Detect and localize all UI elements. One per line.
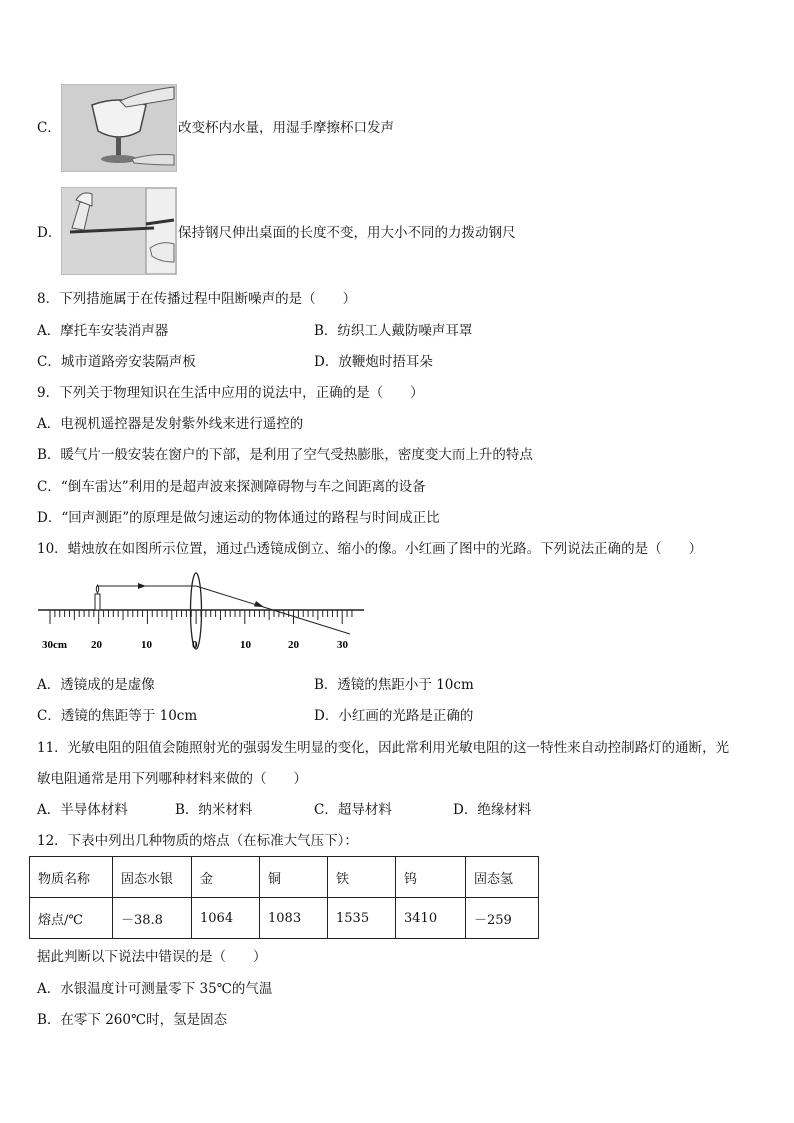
- q9-option-c: C．“倒车雷达”利用的是超声波来探测障碍物与车之间距离的设备: [37, 479, 426, 495]
- ruler-label: 20: [91, 639, 102, 651]
- table-cell: 钨: [396, 857, 466, 898]
- table-cell: 铜: [260, 857, 328, 898]
- wine-glass-image: [61, 84, 177, 172]
- table-cell: 1535: [328, 898, 396, 939]
- table-cell: 固态水银: [113, 857, 192, 898]
- q9-option-b: B．暖气片一般安装在窗户的下部，是利用了空气受热膨胀，密度变大而上升的特点: [37, 447, 533, 463]
- q8-option-a: A．摩托车安装消声器: [37, 323, 169, 339]
- q12-option-a: A．水银温度计可测量零下 35℃的气温: [37, 981, 273, 997]
- q11-stem-line1: 11．光敏电阻的阻值会随照射光的强弱发生明显的变化，因此常利用光敏电阻的这一特性来自动控制路灯的通断，光: [37, 740, 730, 756]
- ruler-label: 30cm: [42, 639, 68, 651]
- q8-option-c: C．城市道路旁安装隔声板: [37, 354, 196, 370]
- q7-option-d-label: D．: [37, 225, 62, 241]
- q10-stem: 10．蜡烛放在如图所示位置，通过凸透镜成倒立、缩小的像。小红画了图中的光路。下列说法正确的是（ ）: [37, 541, 703, 557]
- q12-option-b: B．在零下 260℃时，氢是固态: [37, 1012, 228, 1028]
- q9-option-a: A．电视机遥控器是发射紫外线来进行遥控的: [37, 416, 304, 432]
- table-row: [30, 898, 539, 939]
- table-cell: 固态氢: [466, 857, 539, 898]
- ruler-label: 10: [141, 639, 152, 651]
- ruler-label: 30: [337, 639, 348, 651]
- q10-option-d: D．小红画的光路是正确的: [314, 708, 474, 724]
- table-cell: 金: [192, 857, 260, 898]
- melting-point-table: [29, 856, 539, 939]
- table-cell: 1064: [192, 898, 260, 939]
- ruler-label: 20: [288, 639, 299, 651]
- table-cell: －38.8: [113, 898, 192, 939]
- ruler-label: 0: [192, 639, 198, 651]
- q10-option-a: A．透镜成的是虚像: [37, 677, 155, 693]
- table-cell: －259: [466, 898, 539, 939]
- q11-option-b: B．纳米材料: [175, 802, 253, 818]
- lens-ruler-diagram: [38, 568, 368, 658]
- table-cell: 3410: [396, 898, 466, 939]
- table-cell: 熔点/℃: [30, 898, 113, 939]
- q8-stem: 8．下列措施属于在传播过程中阻断噪声的是（ ）: [37, 291, 357, 307]
- q9-stem: 9．下列关于物理知识在生活中应用的说法中，正确的是（ ）: [37, 385, 424, 401]
- q12-stem: 12．下表中列出几种物质的熔点（在标准大气压下）：: [37, 833, 358, 849]
- q12-question: 据此判断以下说法中错误的是（ ）: [37, 949, 267, 965]
- steel-ruler-image: [61, 187, 177, 275]
- candle-icon: [95, 594, 100, 610]
- q11-option-c: C．超导材料: [314, 802, 392, 818]
- q7-option-c-text: 改变杯内水量，用湿手摩擦杯口发声: [178, 120, 394, 136]
- q10-option-c: C．透镜的焦距等于 10cm: [37, 708, 198, 724]
- q11-option-a: A．半导体材料: [37, 802, 128, 818]
- ruler-label: 10: [240, 639, 251, 651]
- q9-option-d: D．“回声测距”的原理是做匀速运动的物体通过的路程与时间成正比: [37, 510, 440, 526]
- ray-arrow-icon: [254, 601, 264, 607]
- table-header-row: [30, 857, 539, 898]
- q8-option-b: B．纺织工人戴防噪声耳罩: [314, 323, 473, 339]
- q7-option-c-label: C．: [37, 120, 61, 136]
- ray-arrow-icon: [138, 583, 146, 589]
- table-cell: 铁: [328, 857, 396, 898]
- q11-option-d: D．绝缘材料: [453, 802, 532, 818]
- table-cell: 物质名称: [30, 857, 113, 898]
- table-cell: 1083: [260, 898, 328, 939]
- q10-option-b: B．透镜的焦距小于 10cm: [314, 677, 474, 693]
- q8-option-d: D．放鞭炮时捂耳朵: [314, 354, 433, 370]
- q11-stem-line2: 敏电阻通常是用下列哪种材料来做的（ ）: [37, 771, 307, 787]
- q7-option-d-text: 保持钢尺伸出桌面的长度不变，用大小不同的力拨动钢尺: [178, 225, 516, 241]
